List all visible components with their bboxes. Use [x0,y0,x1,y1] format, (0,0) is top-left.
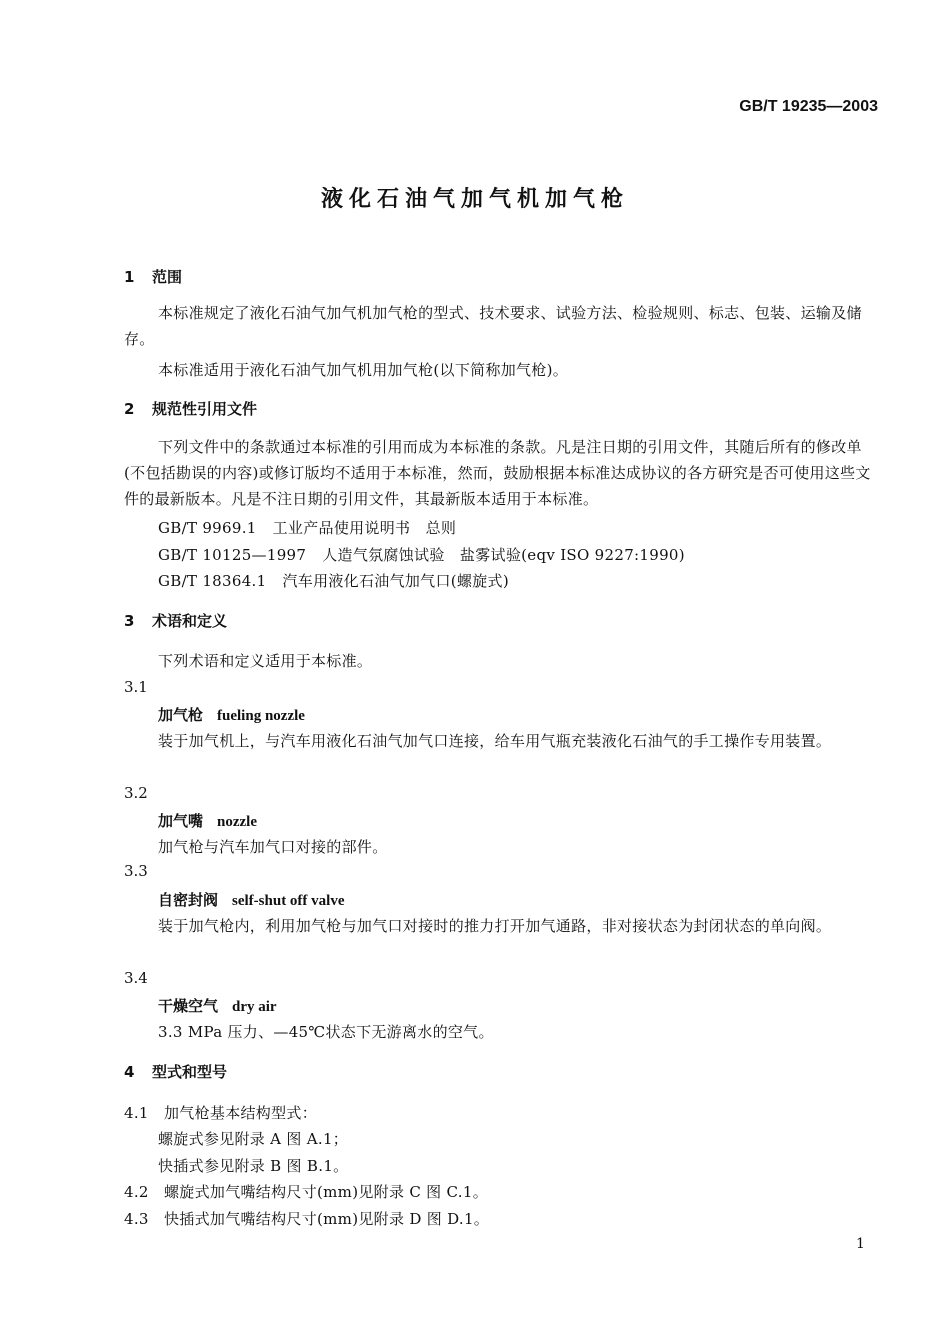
term-3-4-number: 3.4 [124,969,148,987]
section-2-paragraph-1: 下列文件中的条款通过本标准的引用而成为本标准的条款。凡是注日期的引用文件，其随后所有的修改单(不包括勘误的内容)或修订版均不适用于本标准，然而，鼓励根据本标准达成协议的各方研究是否可使用这些文件的最新版本。凡是不注日期的引用文件，其最新版本适用于本标准。 [124,438,871,508]
section-1-paragraph-1: 本标准规定了液化石油气加气机加气枪的型式、技术要求、试验方法、检验规则、标志、包装、运输及储存。 [124,304,862,348]
standard-number: GB/T 19235—2003 [739,98,878,115]
term-3-1-definition: 装于加气机上，与汽车用液化石油气加气口连接，给车用气瓶充装液化石油气的手工操作专用装置。 [158,732,832,750]
page-number: 1 [856,1236,865,1252]
item-4-1-sub-2: 快插式参见附录 B 图 B.1。 [158,1157,349,1175]
term-3-4-definition: 3.3 MPa 压力、—45℃状态下无游离水的空气。 [158,1023,494,1041]
reference-3: GB/T 18364.1 汽车用液化石油气加气口(螺旋式) [158,572,509,590]
term-3-4-title: 干燥空气 dry air [158,997,277,1015]
section-3-intro: 下列术语和定义适用于本标准。 [158,652,373,670]
term-3-1-number: 3.1 [124,678,148,696]
term-3-2-definition: 加气枪与汽车加气口对接的部件。 [158,838,388,856]
document-title: 液化石油气加气机加气枪 [320,187,629,212]
item-4-1-sub-1: 螺旋式参见附录 A 图 A.1； [158,1130,349,1148]
item-4-1: 4.1 加气枪基本结构型式： [124,1104,318,1122]
term-3-1-title: 加气枪 fueling nozzle [158,706,305,724]
reference-2: GB/T 10125—1997 人造气氛腐蚀试验 盐雾试验(eqv ISO 9227:1990) [158,546,685,564]
term-3-3-number: 3.3 [124,862,148,880]
term-3-2-title: 加气嘴 nozzle [158,812,257,830]
section-1-paragraph-2: 本标准适用于液化石油气加气机用加气枪(以下简称加气枪)。 [158,361,569,379]
item-4-3: 4.3 快插式加气嘴结构尺寸(mm)见附录 D 图 D.1。 [124,1210,490,1228]
term-3-2-number: 3.2 [124,784,148,802]
section-4-heading: 4 型式和型号 [124,1063,228,1081]
section-2-heading: 2 规范性引用文件 [124,400,258,418]
section-1-heading: 1 范围 [124,268,183,286]
term-3-3-title: 自密封阀 self-shut off valve [158,891,345,909]
item-4-2: 4.2 螺旋式加气嘴结构尺寸(mm)见附录 C 图 C.1。 [124,1183,488,1201]
reference-1: GB/T 9969.1 工业产品使用说明书 总则 [158,519,457,537]
section-3-heading: 3 术语和定义 [124,612,228,630]
term-3-3-definition: 装于加气枪内，利用加气枪与加气口对接时的推力打开加气通路，非对接状态为封闭状态的单向阀。 [158,917,832,935]
